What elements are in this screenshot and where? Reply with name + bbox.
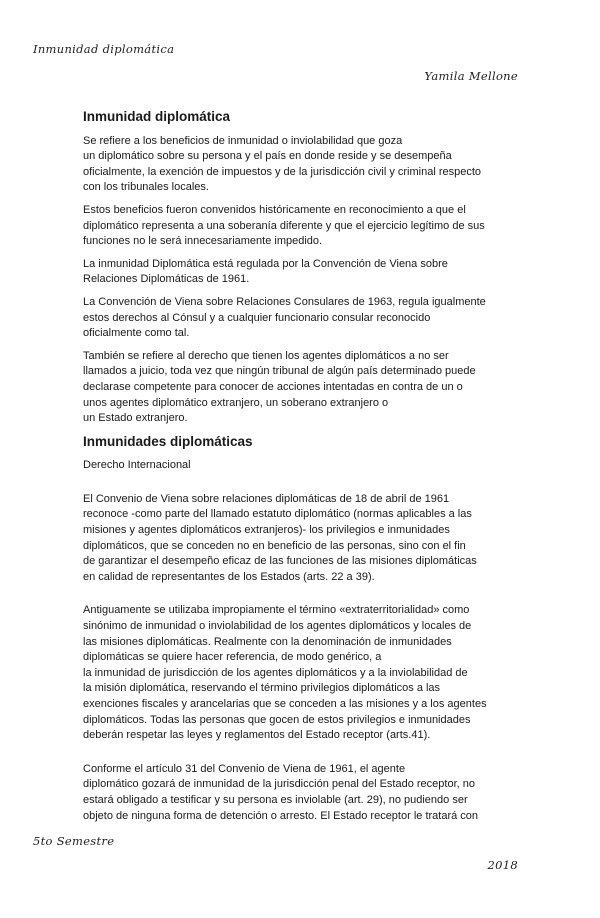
text-line: También se refiere al derecho que tienen los agentes diplomáticos a no ser xyxy=(83,349,449,362)
section1-paragraphs xyxy=(83,134,523,427)
text-line: Conforme el artículo 31 del Convenio de Viena de 1961, el agente xyxy=(83,762,406,775)
text-line: declarase competente para conocer de acciones intentadas en contra de un o xyxy=(83,380,463,393)
text-line: objeto de ninguna forma de detención o arresto. El Estado receptor le tratará con xyxy=(83,809,479,822)
section-title-inmunidades: Inmunidades diplomáticas xyxy=(83,433,253,449)
text-line: Relaciones Diplomáticas de 1961. xyxy=(83,273,250,286)
footer-semester: 5to Semestre xyxy=(33,834,115,848)
text-line: oficialmente como tal. xyxy=(83,327,190,340)
text-line: Antiguamente se utilizaba impropiamente el término «extraterritorialidad» como xyxy=(83,604,470,617)
section-title-inmunidad: Inmunidad diplomática xyxy=(83,109,231,124)
text-line: diplomático gozará de inmunidad de la jurisdicción penal del Estado receptor, no xyxy=(83,778,475,791)
paragraph xyxy=(83,349,523,427)
document-body xyxy=(83,109,523,842)
text-line: de garantizar el desempeño eficaz de las funciones de las misiones diplomáticas xyxy=(83,555,477,568)
text-line: funciones no le será innecesariamente impedido. xyxy=(83,235,323,248)
text-line: diplomáticos, que se conceden no en beneficio de las personas, sino con el fin xyxy=(83,539,466,552)
text-line: Se refiere a los beneficios de inmunidad o inviolabilidad que goza xyxy=(83,134,403,147)
paragraph xyxy=(83,762,523,824)
text-line: diplomáticos. Todas las personas que gocen de estos privilegios e inmunidades xyxy=(83,713,471,726)
paragraph xyxy=(83,134,523,196)
text-line: las misiones diplomáticas. Realmente con la denominación de inmunidades xyxy=(83,635,452,648)
paragraph xyxy=(83,257,523,288)
text-line: la misión diplomática, reservando el término privilegios diplomáticos a las xyxy=(83,682,441,695)
text-line: misiones y agentes diplomáticos extranjeros)- los privilegios e inmunidades xyxy=(83,524,450,537)
text-line: El Convenio de Viena sobre relaciones diplomáticas de 18 de abril de 1961 xyxy=(83,492,450,505)
text-line: La inmunidad Diplomática está regulada por la Convención de Viena sobre xyxy=(83,257,448,270)
text-line: La Convención de Viena sobre Relaciones Consulares de 1963, regula igualmente xyxy=(83,295,486,308)
text-line: oficialmente, la exención de impuestos y de la jurisdicción civil y criminal respecto xyxy=(83,165,482,178)
text-line: exenciones fiscales y arancelarias que se conceden a las misiones y a los agentes xyxy=(83,698,487,710)
section-subtitle: Derecho Internacional xyxy=(83,459,191,472)
text-line: unos agentes diplomático extranjero, un soberano extranjero o xyxy=(83,396,389,409)
text-line: un Estado extranjero. xyxy=(83,412,188,425)
text-line: estos derechos al Cónsul y a cualquier funcionario consular reconocido xyxy=(83,311,431,324)
footer-year: 2018 xyxy=(487,858,518,872)
paragraph xyxy=(83,603,523,743)
header-author: Yamila Mellone xyxy=(424,69,518,83)
text-line: un diplomático sobre su persona y el país en donde reside y se desempeña xyxy=(83,150,452,163)
text-line: sinónimo de inmunidad o inviolabilidad de los agentes diplomáticos y locales de xyxy=(83,620,472,633)
text-line: reconoce -como parte del llamado estatuto diplomático (normas aplicables a las xyxy=(83,508,472,521)
paragraph xyxy=(83,203,523,250)
text-line: estará obligado a testificar y su persona es inviolable (art. 29), no pudiendo ser xyxy=(83,793,468,806)
header-doc-title: Inmunidad diplomática xyxy=(33,42,175,56)
text-line: diplomáticas se quiere hacer referencia, de modo genérico, a xyxy=(83,651,382,664)
text-line: la inmunidad de jurisdicción de los agentes diplomáticos y a la inviolabilidad de xyxy=(83,666,468,679)
paragraph xyxy=(83,492,523,586)
text-line: Estos beneficios fueron convenidos históricamente en reconocimiento a que el xyxy=(83,203,466,216)
text-line: diplomático representa a una soberanía diferente y que el ejercicio legítimo de sus xyxy=(83,219,485,232)
text-line: deberán respetar las leyes y reglamentos del Estado receptor (arts.41). xyxy=(83,729,431,742)
text-line: con los tribunales locales. xyxy=(83,181,209,194)
section2-paragraphs xyxy=(83,492,523,824)
text-line: en calidad de representantes de los Estados (arts. 22 a 39). xyxy=(83,570,375,583)
paragraph xyxy=(83,295,523,342)
text-line: llamados a juicio, toda vez que ningún tribunal de algún país determinado puede xyxy=(83,365,476,378)
